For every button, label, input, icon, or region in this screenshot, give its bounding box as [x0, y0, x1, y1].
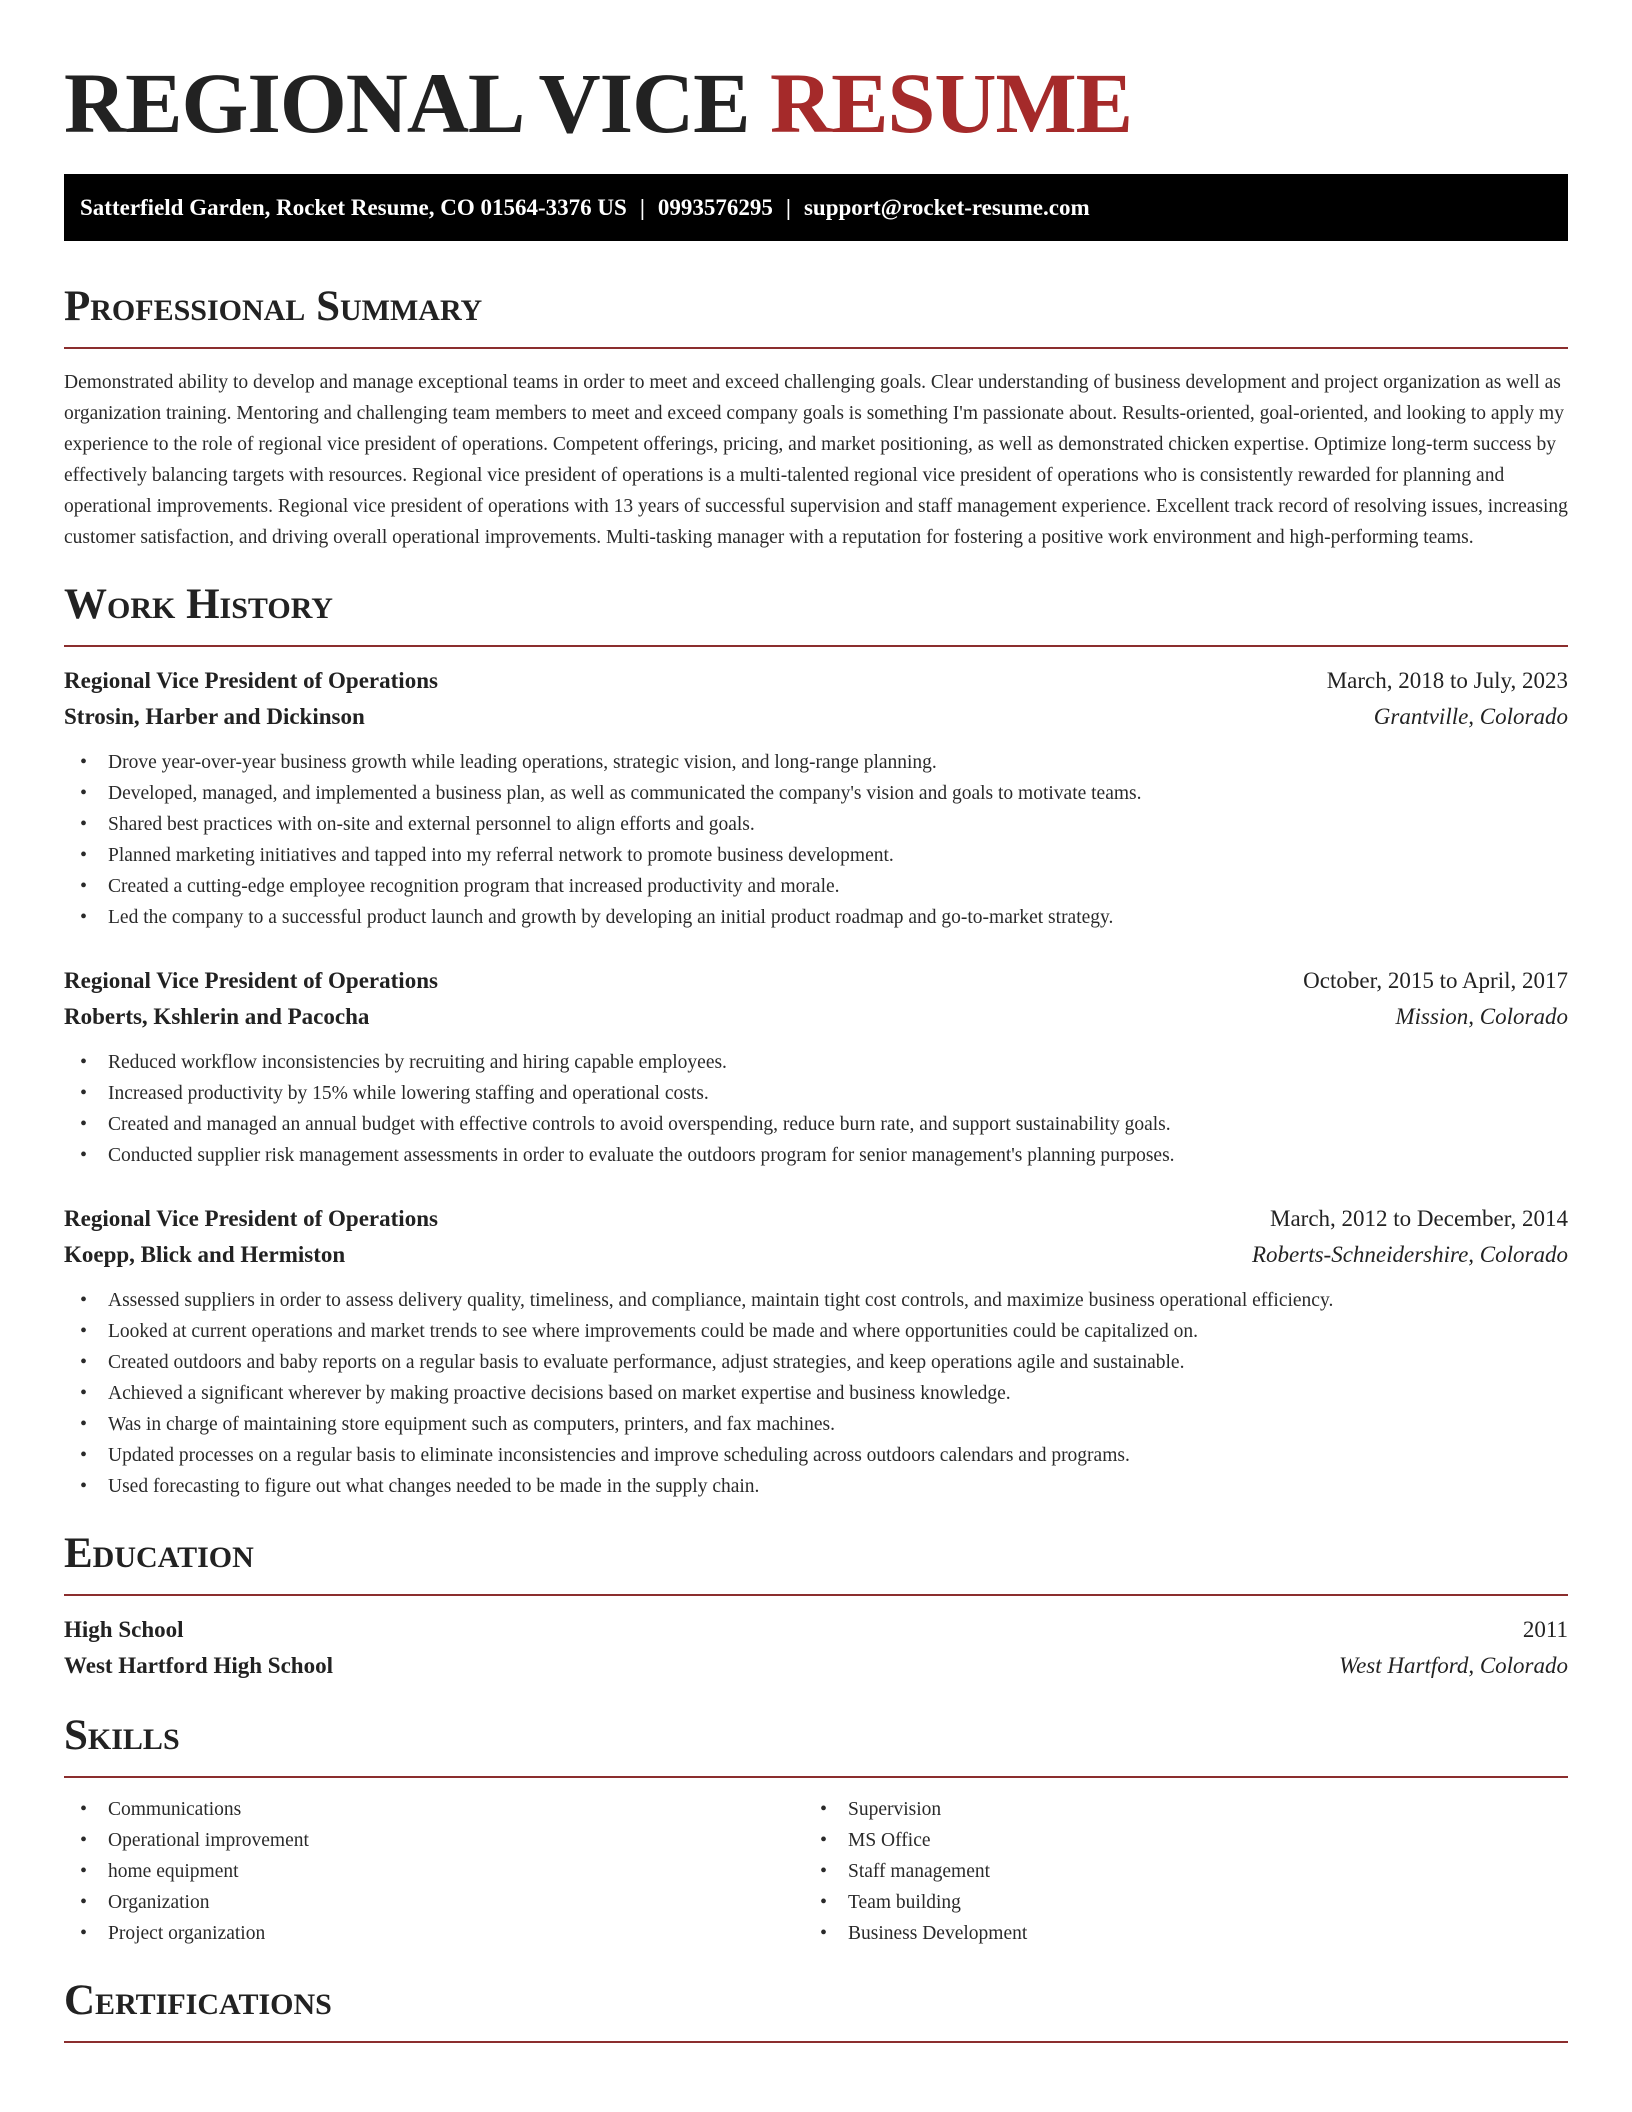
job-title: Regional Vice President of Operations — [64, 968, 438, 993]
list-item — [804, 1825, 1544, 1856]
bullet-glyph: • — [80, 813, 88, 835]
contact-separator: | — [639, 195, 645, 220]
job-location: Mission, Colorado — [1395, 1004, 1568, 1029]
bullet-glyph: • — [80, 1320, 88, 1342]
job-header-row — [64, 1201, 1568, 1237]
skill-label: Team building — [848, 1892, 961, 1913]
bullet-glyph: • — [80, 1289, 88, 1311]
job-dates: March, 2018 to July, 2023 — [1326, 668, 1568, 693]
list-item-text: Reduced workflow inconsistencies by recruiting and hiring capable employees. — [108, 1052, 727, 1073]
job-dates: March, 2012 to December, 2014 — [1270, 1206, 1568, 1231]
list-item-text: Updated processes on a regular basis to eliminate inconsistencies and improve scheduling across outdoors calendars and programs. — [108, 1445, 1130, 1466]
bullet-glyph: • — [80, 751, 88, 773]
contact-address: Satterfield Garden, Rocket Resume, CO 01564-3376 US — [80, 195, 627, 220]
bullet-glyph: • — [820, 1922, 828, 1944]
list-item-text: Conducted supplier risk management assessments in order to evaluate the outdoors program for senior management's planning purposes. — [108, 1145, 1175, 1166]
section-divider — [64, 1776, 1568, 1778]
skills-section — [64, 1710, 1568, 1949]
bullet-glyph: • — [80, 782, 88, 804]
section-heading-work: Work History — [64, 581, 333, 628]
section-divider — [64, 645, 1568, 647]
title-main: REGIONAL VICE — [64, 55, 750, 151]
education-entry — [64, 1612, 1568, 1684]
bullet-glyph: • — [820, 1891, 828, 1913]
job-bullet-list — [64, 747, 1568, 933]
list-item-text: Created and managed an annual budget with effective controls to avoid overspending, reduce burn rate, and support sustainability goals. — [108, 1114, 1171, 1135]
skill-label: Project organization — [108, 1923, 266, 1944]
job-company-row — [64, 699, 1568, 735]
list-item-text: Achieved a significant wherever by making proactive decisions based on market expertise and business knowledge. — [108, 1383, 1011, 1404]
skill-label: Supervision — [848, 1799, 942, 1820]
bullet-glyph: • — [80, 1413, 88, 1435]
job-company: Koepp, Blick and Hermiston — [64, 1242, 346, 1267]
section-divider — [64, 1594, 1568, 1596]
bullet-glyph: • — [80, 875, 88, 897]
list-item — [64, 902, 1568, 933]
list-item — [64, 1285, 1568, 1316]
section-divider — [64, 347, 1568, 349]
list-item — [64, 1825, 804, 1856]
skills-column-left — [64, 1794, 804, 1949]
bullet-glyph: • — [80, 1144, 88, 1166]
education-school: West Hartford High School — [64, 1653, 333, 1678]
contact-phone[interactable]: 0993576295 — [657, 195, 773, 220]
list-item-text: Looked at current operations and market trends to see where improvements could be made and where opportunities could be capitalized on. — [108, 1321, 1199, 1342]
bullet-glyph: • — [80, 1382, 88, 1404]
list-item-text: Planned marketing initiatives and tapped into my referral network to promote business development. — [108, 845, 894, 866]
bullet-glyph: • — [820, 1829, 828, 1851]
bullet-glyph: • — [80, 906, 88, 928]
section-heading-skills: Skills — [64, 1712, 180, 1759]
bullet-glyph: • — [80, 1475, 88, 1497]
skill-label: home equipment — [108, 1861, 239, 1882]
list-item — [64, 1316, 1568, 1347]
list-item — [804, 1856, 1544, 1887]
skill-label: Communications — [108, 1799, 242, 1820]
list-item — [64, 747, 1568, 778]
job-title: Regional Vice President of Operations — [64, 668, 438, 693]
list-item — [804, 1887, 1544, 1918]
list-item — [64, 1078, 1568, 1109]
job-company-row — [64, 1237, 1568, 1273]
list-item — [64, 1378, 1568, 1409]
bullet-glyph: • — [80, 1798, 88, 1820]
list-item-text: Used forecasting to figure out what changes needed to be made in the supply chain. — [108, 1476, 760, 1497]
education-section — [64, 1528, 1568, 1684]
certifications-section — [64, 1975, 1568, 2043]
summary-section — [64, 281, 1568, 553]
list-item-text: Drove year-over-year business growth while leading operations, strategic vision, and long-range planning. — [108, 752, 937, 773]
list-item-text: Developed, managed, and implemented a business plan, as well as communicated the company's vision and goals to motivate teams. — [108, 783, 1142, 804]
job-entry — [64, 1201, 1568, 1502]
contact-bar — [64, 174, 1568, 241]
summary-text: Demonstrated ability to develop and manage exceptional teams in order to meet and exceed challenging goals. Clear understanding of business development and project organization as well as organization training. Mentoring and challenging team members to meet and exceed company goals is something I'm passionate about. Results-oriented, goal-oriented, and looking to apply my experience to the role of regional vice president of operations. Competent offerings, pricing, and market positioning, as well as demonstrated chicken expertise. Optimize long-term success by effectively balancing targets with resources. Regional vice president of operations is a multi-talented regional vice president of operations who is consistently rewarded for planning and operational improvements. Regional vice president of operations with 13 years of successful supervision and staff management experience. Excellent track record of resolving issues, increasing customer satisfaction, and driving overall operational improvements. Multi-tasking manager with a reputation for fostering a positive work environment and high-performing teams. — [64, 372, 1568, 548]
education-year: 2011 — [1522, 1617, 1568, 1642]
list-item — [64, 1887, 804, 1918]
job-header-row — [64, 663, 1568, 699]
list-item — [64, 778, 1568, 809]
bullet-glyph: • — [820, 1798, 828, 1820]
page-title — [64, 0, 1568, 154]
list-item — [64, 1856, 804, 1887]
job-company: Strosin, Harber and Dickinson — [64, 704, 365, 729]
education-header-row — [64, 1612, 1568, 1648]
list-item-text: Was in charge of maintaining store equipment such as computers, printers, and fax machines. — [108, 1414, 835, 1435]
bullet-glyph: • — [80, 844, 88, 866]
contact-separator: | — [785, 195, 791, 220]
list-item — [64, 840, 1568, 871]
section-heading-summary: Professional Summary — [64, 283, 483, 330]
bullet-glyph: • — [820, 1860, 828, 1882]
bullet-glyph: • — [80, 1922, 88, 1944]
bullet-glyph: • — [80, 1351, 88, 1373]
job-location: Roberts-Schneidershire, Colorado — [1251, 1242, 1568, 1267]
list-item — [804, 1794, 1544, 1825]
work-history-section — [64, 579, 1568, 1502]
list-item — [64, 871, 1568, 902]
job-location: Grantville, Colorado — [1373, 704, 1568, 729]
skills-column-right — [804, 1794, 1544, 1949]
bullet-glyph: • — [80, 1444, 88, 1466]
skill-label: Operational improvement — [108, 1830, 309, 1851]
skill-label: Business Development — [848, 1923, 1028, 1944]
job-title: Regional Vice President of Operations — [64, 1206, 438, 1231]
bullet-glyph: • — [80, 1829, 88, 1851]
list-item — [64, 1140, 1568, 1171]
bullet-glyph: • — [80, 1860, 88, 1882]
section-heading-education: Education — [64, 1530, 254, 1577]
list-item-text: Increased productivity by 15% while lowering staffing and operational costs. — [108, 1083, 709, 1104]
job-entry — [64, 963, 1568, 1171]
list-item — [64, 1109, 1568, 1140]
list-item — [64, 1347, 1568, 1378]
skill-label: MS Office — [848, 1830, 931, 1851]
list-item — [64, 1440, 1568, 1471]
skill-label: Staff management — [848, 1861, 991, 1882]
bullet-glyph: • — [80, 1113, 88, 1135]
education-degree: High School — [64, 1617, 184, 1642]
section-heading-certifications: Certifications — [64, 1977, 332, 2024]
list-item — [64, 1918, 804, 1949]
job-dates: October, 2015 to April, 2017 — [1303, 968, 1568, 993]
bullet-glyph: • — [80, 1891, 88, 1913]
job-entry — [64, 663, 1568, 933]
title-accent: RESUME — [770, 55, 1132, 151]
list-item — [64, 809, 1568, 840]
section-divider — [64, 2041, 1568, 2043]
list-item-text: Assessed suppliers in order to assess delivery quality, timeliness, and compliance, maintain tight cost controls, and maximize business operational efficiency. — [108, 1290, 1334, 1311]
skill-label: Organization — [108, 1892, 210, 1913]
list-item — [64, 1471, 1568, 1502]
job-company-row — [64, 999, 1568, 1035]
list-item — [64, 1409, 1568, 1440]
list-item-text: Led the company to a successful product launch and growth by developing an initial product roadmap and go-to-market strategy. — [108, 907, 1114, 928]
education-location: West Hartford, Colorado — [1339, 1653, 1568, 1678]
job-company: Roberts, Kshlerin and Pacocha — [64, 1004, 370, 1029]
list-item-text: Created outdoors and baby reports on a regular basis to evaluate performance, adjust strategies, and keep operations agile and sustainable. — [108, 1352, 1185, 1373]
education-school-row — [64, 1648, 1568, 1684]
bullet-glyph: • — [80, 1051, 88, 1073]
list-item — [64, 1047, 1568, 1078]
list-item — [64, 1794, 804, 1825]
list-item-text: Shared best practices with on-site and external personnel to align efforts and goals. — [108, 814, 755, 835]
job-header-row — [64, 963, 1568, 999]
contact-email[interactable]: support@rocket-resume.com — [803, 195, 1090, 220]
list-item — [804, 1918, 1544, 1949]
skills-grid — [64, 1794, 1568, 1949]
job-bullet-list — [64, 1047, 1568, 1171]
bullet-glyph: • — [80, 1082, 88, 1104]
job-bullet-list — [64, 1285, 1568, 1502]
list-item-text: Created a cutting-edge employee recognition program that increased productivity and morale. — [108, 876, 840, 897]
